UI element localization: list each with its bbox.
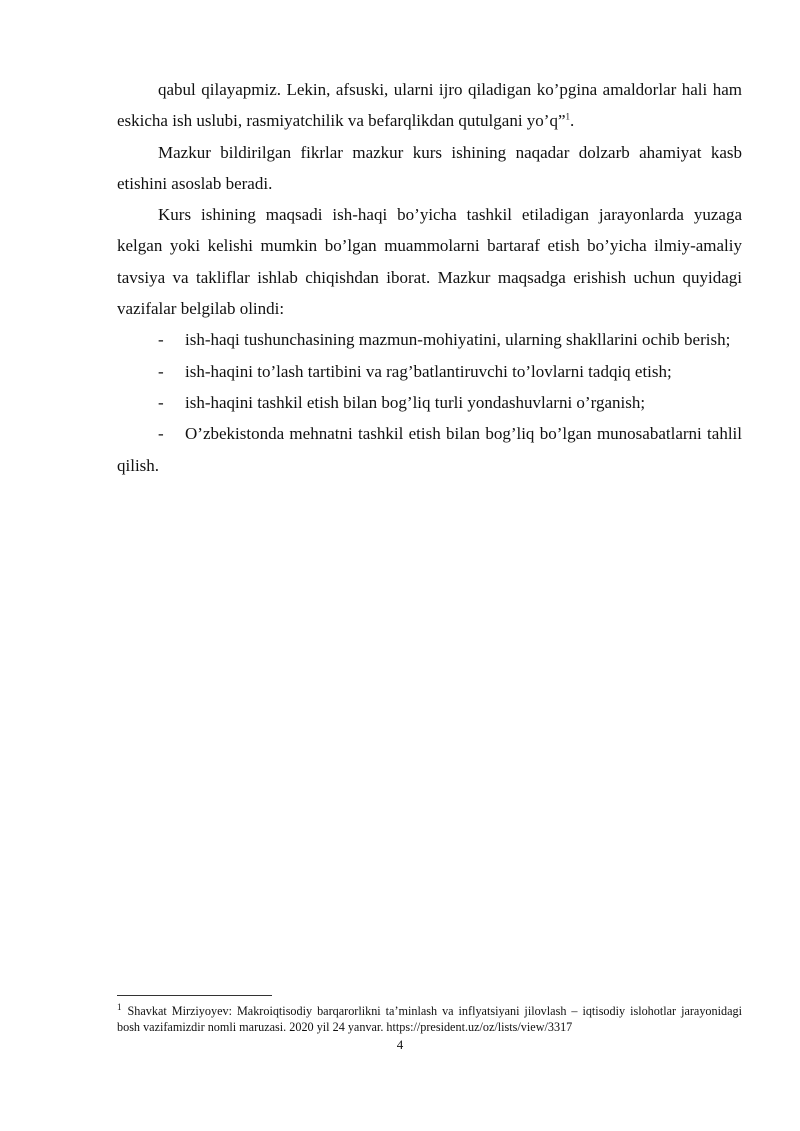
paragraph-quote-end [117,74,742,137]
paragraph-relevance: Mazkur bildirilgan fikrlar mazkur kurs ishining naqadar dolzarb ahamiyat kasb etishini asoslab beradi. [117,142,742,193]
task-text: ish-haqi tushunchasining mazmun-mohiyatini, ularning shakllarini ochib berish; [185,330,731,350]
footnote-text: Shavkat Mirziyoyev: Makroiqtisodiy barqarorlikni ta’minlash va inflyatsiyani jilovlash – iqtisodiy islohotlar jarayonidagi bosh vazifamizdir nomli maruzasi. 2020 yil 24 yanvar. https://president.uz/oz/lists/view/3317 [117,1004,742,1034]
task-text: O’zbekistonda mehnatni tashkil etish bilan bog’liq bo’lgan munosabatlarni tahlil qilish. [117,424,742,475]
footnote [117,1003,742,1035]
footnote-separator [117,995,272,996]
paragraph-aim: Kurs ishining maqsadi ish-haqi bo’yicha tashkil etiladigan jarayonlarda yuzaga kelgan yoki kelishi mumkin bo’lgan muammolarni bartaraf etish bo’yicha ilmiy-amaliy tavsiya va takliflar ishlab chiqishdan iborat. Mazkur maqsadga erishish uchun quyidagi vazifalar belgilab olindi: [117,205,742,319]
paragraph-tail: . [570,111,575,131]
body-text [117,74,742,481]
page-number: 4 [396,1037,404,1052]
task-item [117,356,742,387]
list-dash: - [158,392,164,412]
paragraph-text: qabul qilayapmiz. Lekin, afsuski, ularni ijro qiladigan ko’pgina amaldorlar hali ham eskicha ish uslubi, rasmiyatchilik va befarqlikdan qutulgani yo’q” [117,80,742,131]
task-text: ish-haqini tashkil etish bilan bog’liq turli yondashuvlarni o’rganish; [185,392,646,412]
list-dash: - [158,330,164,350]
task-text: ish-haqini to’lash tartibini va rag’batlantiruvchi to’lovlarni tadqiq etish; [185,361,672,381]
list-dash: - [158,361,164,381]
footnote-number: 1 [117,1002,122,1012]
footnote-reference[interactable]: 1 [565,111,570,122]
task-item [117,324,742,355]
task-item [117,418,742,481]
task-item [117,387,742,418]
list-dash: - [158,424,164,444]
